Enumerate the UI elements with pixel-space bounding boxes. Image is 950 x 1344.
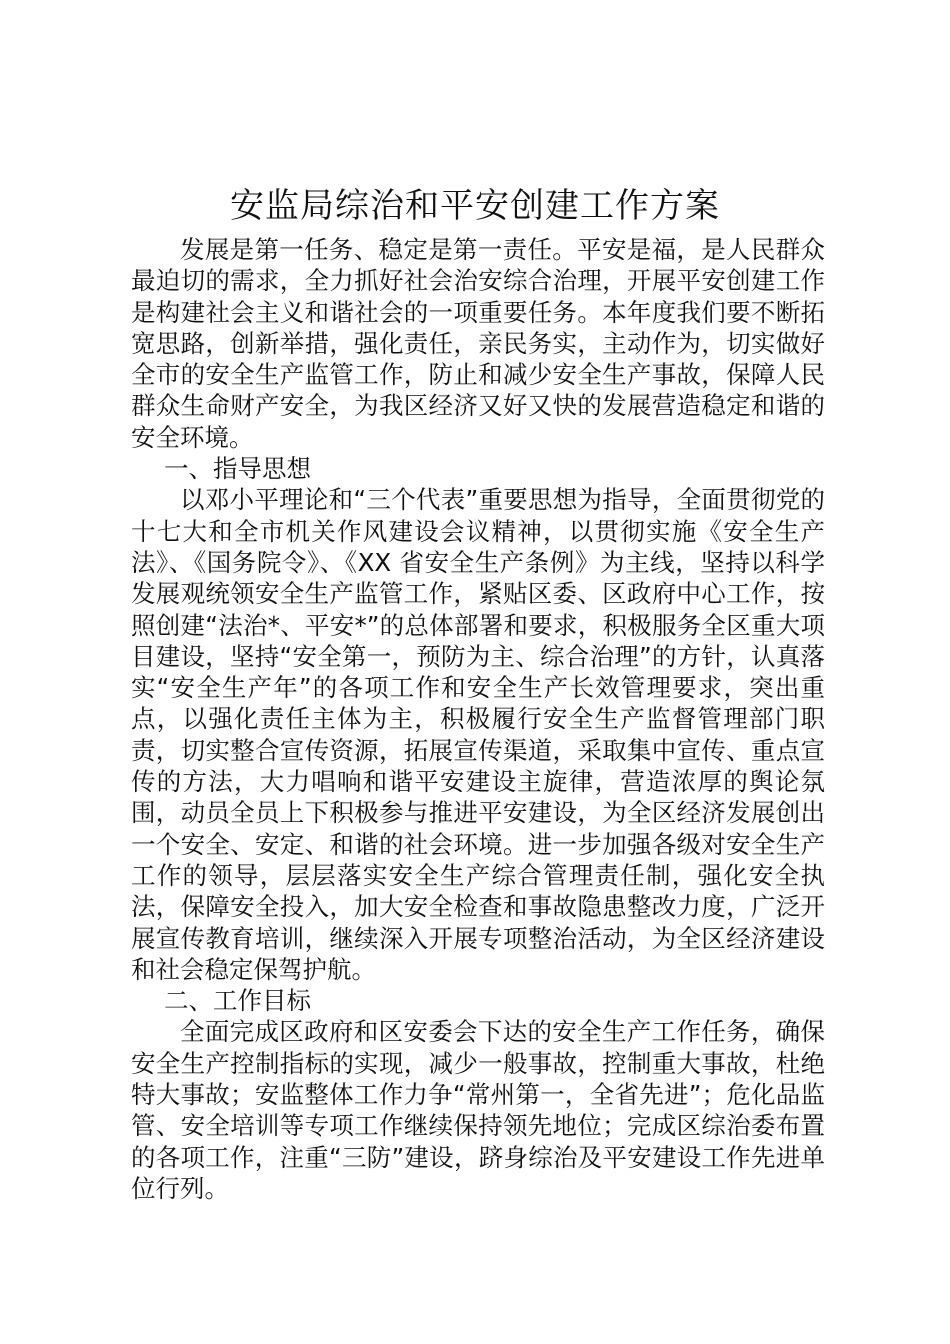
section-body-guiding-ideology: 以邓小平理论和“三个代表”重要思想为指导，全面贯彻党的十七大和全市机关作风建设会议精神，以贯彻实施《安全生产法》、《国务院令》、《XX 省安全生产条例》为主线，坚持以科学发展观统领安全生产监管工作，紧贴区委、区政府中心工作，按照创建“法治*、平安*”的总体部署和要求，积极服务全区重大项目建设，坚持“安全第一，预防为主、综合治理”的方针，认真落实“安全生产年”的各项工作和安全生产长效管理要求，突出重点，以强化责任主体为主，积极履行安全生产监督管理部门职责，切实整合宣传资源，拓展宣传渠道，采取集中宣传、重点宣传的方法，大力唱响和谐平安建设主旋律，营造浓厚的舆论氛围，动员全员上下积极参与推进平安建设，为全区经济发展创出一个安全、安定、和谐的社会环境。进一步加强各级对安全生产工作的领导，层层落实安全生产综合管理责任制，强化安全执法，保障安全投入，加大安全检查和事故隐患整改力度，广泛开展宣传教育培训，继续深入开展专项整治活动，为全区经济建设和社会稳定保驾护航。 xyxy=(131,485,825,984)
section-body-work-goals: 全面完成区政府和区安委会下达的安全生产工作任务，确保安全生产控制指标的实现，减少一般事故，控制重大事故，杜绝特大事故；安监整体工作力争“常州第一，全省先进”；危化品监管、安全培训等专项工作继续保持领先地位；完成区综治委布置的各项工作，注重“三防”建设，跻身综治及平安建设工作先进单位行列。 xyxy=(131,1017,825,1203)
document-body xyxy=(131,234,825,1204)
intro-paragraph: 发展是第一任务、稳定是第一责任。平安是福，是人民群众最迫切的需求，全力抓好社会治安综合治理，开展平安创建工作是构建社会主义和谐社会的一项重要任务。本年度我们要不断拓宽思路，创新举措，强化责任，亲民务实，主动作为，切实做好全市的安全生产监管工作，防止和减少安全生产事故，保障人民群众生命财产安全，为我区经济又好又快的发展营造稳定和谐的安全环境。 xyxy=(131,235,825,452)
section-heading-work-goals: 二、工作目标 xyxy=(164,986,312,1016)
document-title: 安监局综治和平安创建工作方案 xyxy=(230,186,720,226)
section-heading-guiding-ideology: 一、指导思想 xyxy=(164,454,312,484)
